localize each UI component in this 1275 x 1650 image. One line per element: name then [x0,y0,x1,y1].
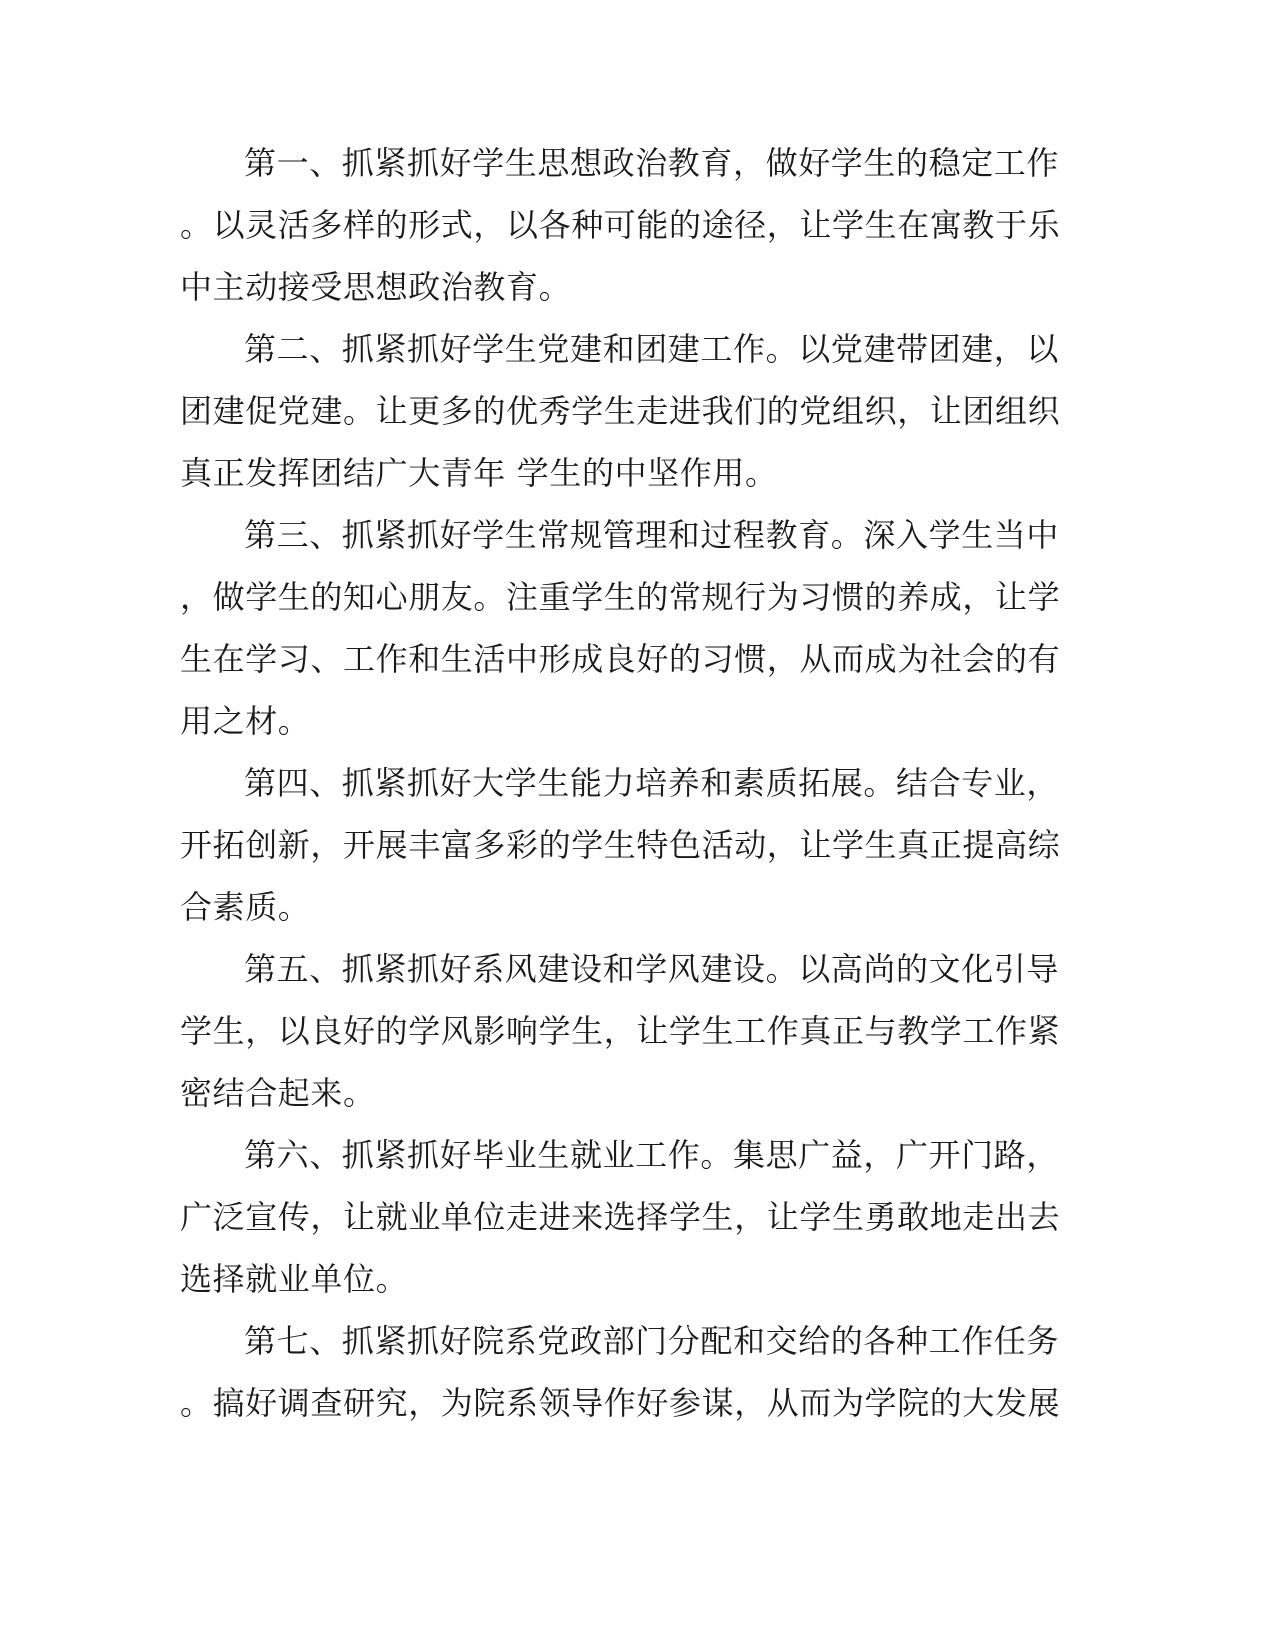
paragraph-7-line-1: 第七、抓紧抓好院系党政部门分配和交给的各种工作任务 [244,1322,1060,1360]
paragraph-2-line-3: 真正发挥团结广大青年 学生的中坚作用。 [180,454,778,492]
paragraph-5-line-2: 学生，以良好的学风影响学生，让学生工作真正与教学工作紧 [180,1012,1061,1050]
paragraph-2-line-2: 团建促党建。让更多的优秀学生走进我们的党组织，让团组织 [180,392,1061,430]
paragraph-1-line-3: 中主动接受思想政治教育。 [180,268,572,306]
paragraph-3-line-4: 用之材。 [180,702,311,740]
paragraph-1-line-2: 。以灵活多样的形式，以各种可能的途径，让学生在寓教于乐 [180,206,1061,244]
paragraph-5-line-1: 第五、抓紧抓好系风建设和学风建设。以高尚的文化引导 [244,950,1060,988]
paragraph-1-line-1: 第一、抓紧抓好学生思想政治教育，做好学生的稳定工作 [244,144,1060,182]
paragraph-6-line-2: 广泛宣传，让就业单位走进来选择学生，让学生勇敢地走出去 [180,1198,1061,1236]
paragraph-5-line-3: 密结合起来。 [180,1074,376,1112]
paragraph-6-line-3: 选择就业单位。 [180,1260,409,1298]
paragraph-3-line-1: 第三、抓紧抓好学生常规管理和过程教育。深入学生当中 [244,516,1060,554]
paragraph-7-line-2: 。搞好调查研究，为院系领导作好参谋，从而为学院的大发展 [180,1384,1061,1422]
paragraph-2-line-1: 第二、抓紧抓好学生党建和团建工作。以党建带团建，以 [244,330,1060,368]
document-body [180,132,1061,1434]
paragraph-6-line-1: 第六、抓紧抓好毕业生就业工作。集思广益，广开门路， [244,1136,1060,1174]
paragraph-4-line-3: 合素质。 [180,888,311,926]
paragraph-4-line-2: 开拓创新，开展丰富多彩的学生特色活动，让学生真正提高综 [180,826,1061,864]
paragraph-3-line-2: ，做学生的知心朋友。注重学生的常规行为习惯的养成，让学 [180,578,1061,616]
paragraph-4-line-1: 第四、抓紧抓好大学生能力培养和素质拓展。结合专业， [244,764,1060,802]
paragraph-3-line-3: 生在学习、工作和生活中形成良好的习惯，从而成为社会的有 [180,640,1061,678]
